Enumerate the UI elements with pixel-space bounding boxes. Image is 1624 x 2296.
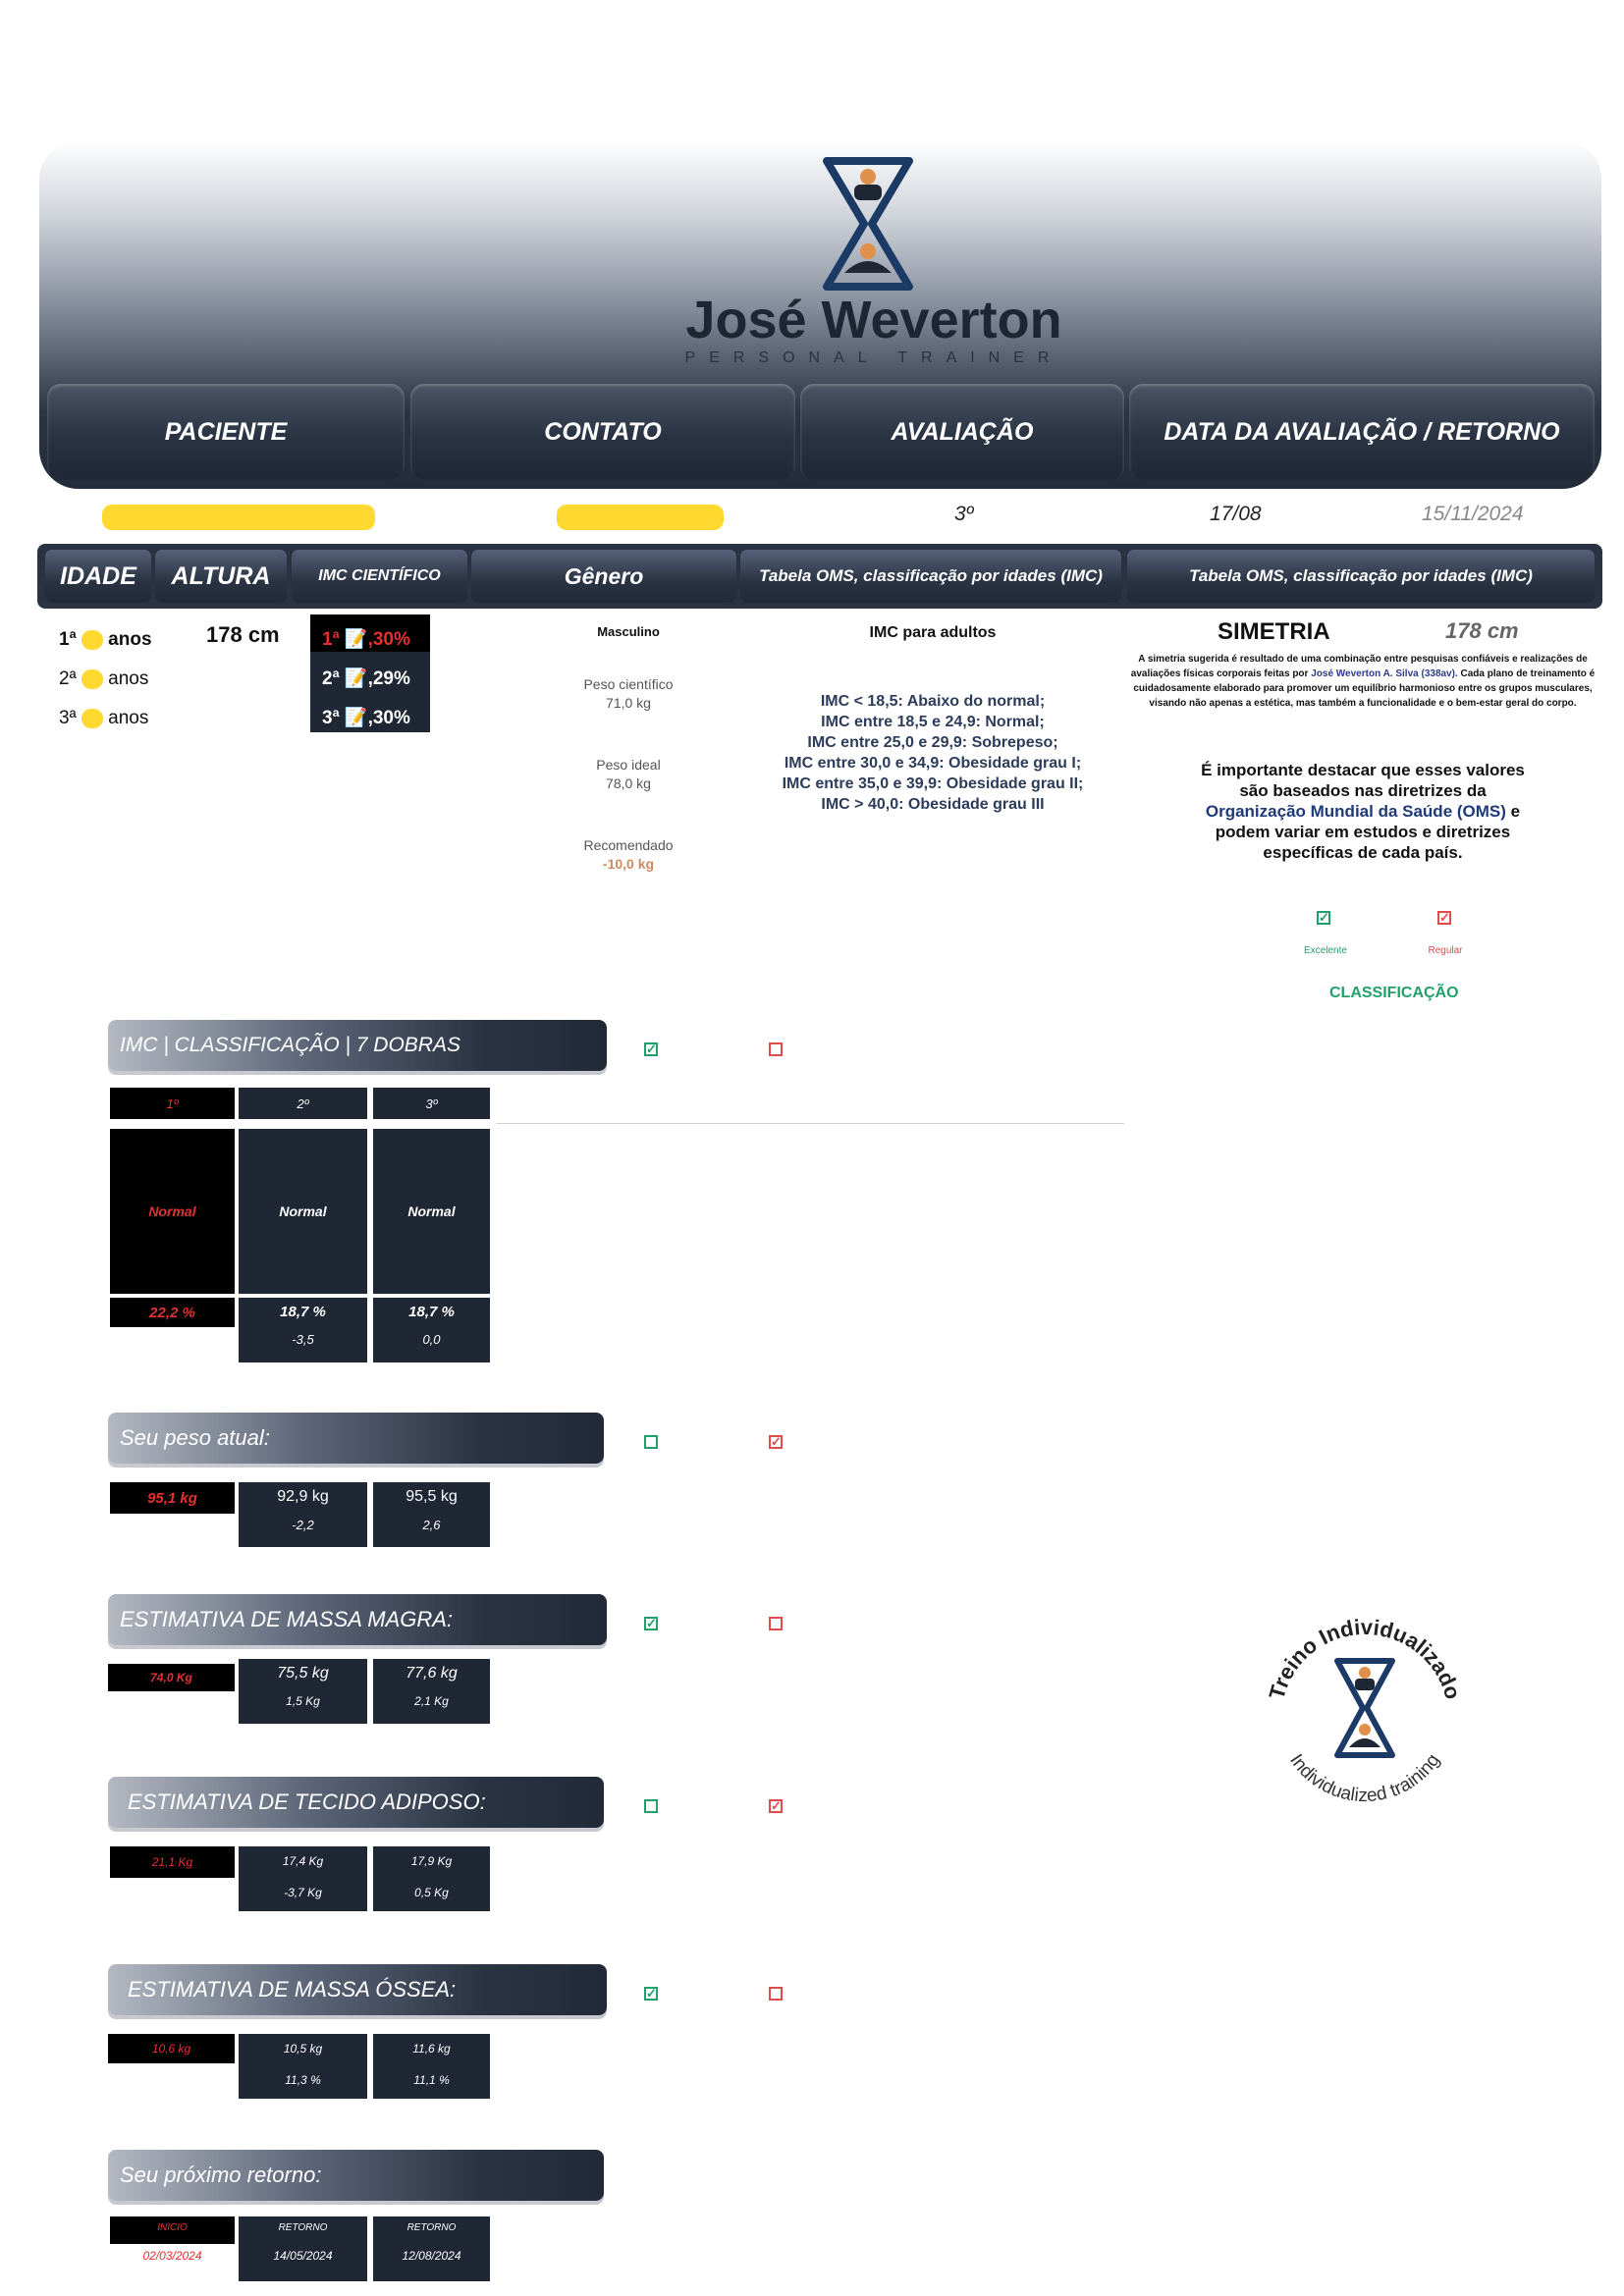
checkbox-excelente-icon: ✓	[1319, 910, 1329, 925]
genero-value: Masculino	[597, 624, 660, 639]
idade-row: 3ª anos	[59, 708, 149, 728]
legend-regular: Regular	[1428, 945, 1463, 956]
note-icon: 📝	[344, 668, 368, 689]
diff-2: -3,5	[292, 1332, 314, 1347]
simetria-text	[1125, 652, 1600, 711]
oms-line: IMC > 40,0: Obesidade grau III	[821, 796, 1045, 813]
retorno-label-2: RETORNO	[278, 2222, 328, 2233]
simetria-note-pre: É importante destacar que esses valores são baseados nas diretrizes da	[1201, 761, 1525, 800]
retorno-date-1: 02/03/2024	[142, 2249, 202, 2263]
simetria-altura: 178 cm	[1445, 618, 1519, 643]
idade-row: 1ª anos	[59, 629, 152, 650]
header-data-retorno: DATA DA AVALIAÇÃO / RETORNO	[1129, 384, 1595, 480]
badge-top-text: Treino Individualizado	[1264, 1614, 1466, 1702]
peso-ideal	[530, 756, 727, 793]
imc-row: 2ª 📝,29%	[322, 668, 410, 689]
imc-cientifico-list	[322, 620, 410, 738]
magra-2: 75,5 kg	[277, 1665, 329, 1682]
hourglass-logo-icon	[819, 155, 917, 293]
peso-cientifico	[530, 675, 727, 713]
ord-1: 1º	[110, 1088, 235, 1119]
note-icon: 📝	[344, 708, 368, 728]
magra-3: 77,6 kg	[406, 1665, 458, 1682]
avaliacao-value: 3º	[954, 503, 974, 525]
simetria-note	[1188, 760, 1538, 863]
section-tecido-adiposo-title: ESTIMATIVA DE TECIDO ADIPOSO:	[108, 1777, 604, 1828]
adiposo-2: 17,4 Kg	[282, 1854, 324, 1868]
class-3: Normal	[373, 1129, 490, 1294]
bar-idade: IDADE	[45, 550, 151, 603]
ossea-diff-2: 11,3 %	[285, 2073, 321, 2087]
checkbox-empty-icon	[644, 1435, 658, 1449]
badge-bottom-text: Individualized training	[1285, 1750, 1444, 1806]
data-retorno-value: 15/11/2024	[1422, 503, 1524, 525]
class-2: Normal	[239, 1129, 367, 1294]
peso-diff-2: -2,2	[292, 1518, 314, 1532]
magra-2-block	[239, 1659, 367, 1724]
checkbox-checked-icon: ✓	[771, 1434, 782, 1449]
peso-3-block	[373, 1482, 490, 1547]
checkbox-empty-icon	[769, 1617, 783, 1630]
section-retorno-title: Seu próximo retorno:	[108, 2150, 604, 2201]
bar-oms-1: Tabela OMS, classificação por idades (IMC)	[740, 550, 1121, 603]
ossea-2: 10,5 kg	[283, 2042, 323, 2056]
idade-list	[59, 620, 152, 738]
bar-altura: ALTURA	[155, 550, 287, 603]
retorno-date-3: 12/08/2024	[402, 2249, 461, 2263]
retorno-label-3: RETORNO	[406, 2222, 457, 2233]
peso-1: 95,1 kg	[110, 1482, 235, 1514]
simetria-note-org: Organização Mundial da Saúde (OMS)	[1205, 802, 1506, 821]
pct-3: 18,7 %	[408, 1304, 455, 1320]
bar-oms-2: Tabela OMS, classificação por idades (IMC)	[1127, 550, 1595, 603]
pct-1: 22,2 %	[110, 1298, 235, 1327]
section-peso-title: Seu peso atual:	[108, 1413, 604, 1464]
retorno-3-block	[373, 2216, 490, 2281]
simetria-title: SIMETRIA	[1218, 618, 1330, 645]
checkbox-empty-icon	[644, 1799, 658, 1813]
class-1: Normal	[110, 1129, 235, 1294]
peso-ideal-label: Peso ideal	[596, 757, 661, 773]
checkbox-empty-icon	[769, 1042, 783, 1056]
ord-3: 3º	[373, 1088, 490, 1119]
classificacao-label: CLASSIFICAÇÃO	[1329, 985, 1459, 1001]
brand-name: José Weverton	[685, 291, 1062, 349]
note-icon: 📝	[344, 629, 368, 650]
header-avaliacao: AVALIAÇÃO	[800, 384, 1124, 480]
pct-3-block	[373, 1298, 490, 1362]
ossea-diff-3: 11,1 %	[413, 2073, 450, 2087]
adiposo-3: 17,9 Kg	[410, 1854, 453, 1868]
magra-diff-3: 2,1 Kg	[414, 1694, 449, 1708]
adiposo-1: 21,1 Kg	[110, 1846, 235, 1878]
treino-individualizado-badge	[1247, 1610, 1483, 1806]
adiposo-diff-2: -3,7 Kg	[284, 1886, 322, 1899]
retorno-label-1: INICIO	[157, 2222, 188, 2233]
recomendado-label: Recomendado	[583, 837, 674, 853]
pct-2: 18,7 %	[280, 1304, 326, 1320]
adiposo-2-block	[239, 1846, 367, 1911]
magra-diff-2: 1,5 Kg	[286, 1694, 320, 1708]
simetria-text-post: Cada plano de treinamento é cuidadosamente elaborado para promover um equilíbrio harmonioso entre os grupos musculares, visando não apenas a estética, mas também a funcionalidade e o bem-estar geral do corpo.	[1133, 668, 1596, 709]
altura-value: 178 cm	[206, 622, 280, 647]
section-imc-title: IMC | CLASSIFICAÇÃO | 7 DOBRAS	[108, 1020, 607, 1071]
divider	[496, 1123, 1124, 1124]
ossea-1: 10,6 kg	[108, 2034, 235, 2063]
simetria-author: José Weverton A. Silva (338av).	[1311, 668, 1458, 679]
peso-ideal-value: 78,0 kg	[606, 775, 651, 791]
oms-line: IMC entre 35,0 e 39,9: Obesidade grau II;	[782, 775, 1084, 792]
checkbox-ok-icon: ✓	[646, 1986, 657, 2001]
oms-list	[746, 691, 1119, 815]
bar-imc-cientifico: IMC CIENTÍFICO	[292, 550, 467, 603]
pct-2-block	[239, 1298, 367, 1362]
ossea-2-block	[239, 2034, 367, 2099]
checkbox-ok-icon: ✓	[646, 1041, 657, 1056]
peso-cientifico-label: Peso científico	[583, 676, 674, 692]
oms-line: IMC entre 25,0 e 29,9: Sobrepeso;	[807, 734, 1058, 751]
adiposo-diff-3: 0,5 Kg	[414, 1886, 449, 1899]
peso-3: 95,5 kg	[406, 1488, 458, 1505]
legend-excelente: Excelente	[1304, 945, 1347, 956]
ossea-3: 11,6 kg	[412, 2042, 451, 2056]
recomendado	[530, 836, 727, 874]
imc-row: 1ª 📝,30%	[322, 629, 410, 650]
adiposo-3-block	[373, 1846, 490, 1911]
oms-title: IMC para adultos	[869, 624, 997, 641]
section-massa-ossea-title: ESTIMATIVA DE MASSA ÓSSEA:	[108, 1964, 607, 2015]
ossea-3-block	[373, 2034, 490, 2099]
simetria-note-post: e podem variar em estudos e diretrizes específicas de cada país.	[1215, 802, 1521, 862]
magra-3-block	[373, 1659, 490, 1724]
redacted-paciente	[102, 505, 375, 530]
data-avaliacao-value: 17/08	[1210, 503, 1262, 525]
recomendado-value: -10,0 kg	[602, 856, 655, 872]
peso-2-block	[239, 1482, 367, 1547]
oms-line: IMC entre 18,5 e 24,9: Normal;	[821, 714, 1045, 730]
ord-2: 2º	[239, 1088, 367, 1119]
oms-line: IMC entre 30,0 e 34,9: Obesidade grau I;	[784, 755, 1082, 772]
magra-1: 74,0 Kg	[108, 1664, 235, 1691]
simetria-text-pre: A simetria sugerida é resultado de uma combinação entre pesquisas confiáveis e realizações de avaliações físicas corporais feitas por	[1130, 654, 1588, 679]
bar-genero: Gênero	[471, 550, 736, 603]
imc-row: 3ª 📝,30%	[322, 708, 410, 728]
section-massa-magra-title: ESTIMATIVA DE MASSA MAGRA:	[108, 1594, 607, 1645]
checkbox-empty-icon	[769, 1987, 783, 2001]
redacted-contato	[557, 505, 724, 530]
retorno-date-2: 14/05/2024	[273, 2249, 333, 2263]
peso-diff-3: 2,6	[422, 1518, 441, 1532]
oms-line: IMC < 18,5: Abaixo do normal;	[820, 693, 1046, 710]
checkbox-ok-icon: ✓	[646, 1616, 657, 1630]
checkbox-checked-icon: ✓	[771, 1798, 782, 1813]
brand-subtitle: PERSONAL TRAINER	[684, 349, 1063, 366]
header-paciente: PACIENTE	[47, 384, 405, 480]
retorno-1-block	[110, 2216, 235, 2281]
peso-cientifico-value: 71,0 kg	[606, 695, 651, 711]
diff-3: 0,0	[422, 1332, 441, 1347]
idade-row: 2ª anos	[59, 668, 149, 689]
checkbox-regular-icon: ✓	[1439, 910, 1450, 925]
header-contato: CONTATO	[410, 384, 795, 480]
peso-2: 92,9 kg	[277, 1488, 329, 1505]
retorno-2-block	[239, 2216, 367, 2281]
